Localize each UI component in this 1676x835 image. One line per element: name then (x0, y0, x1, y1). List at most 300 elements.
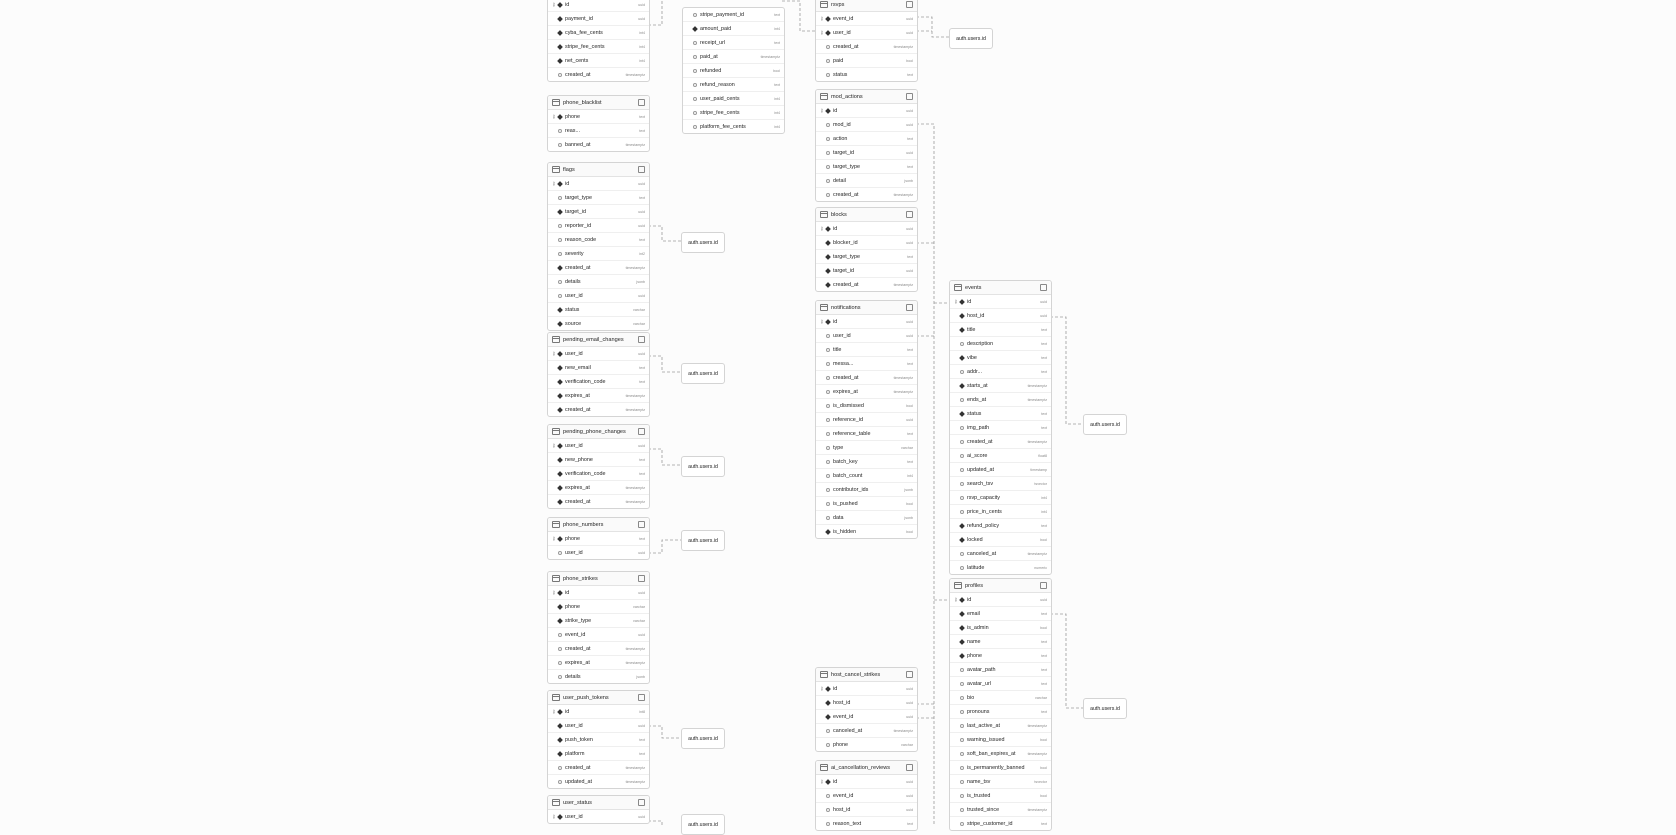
column-row[interactable] (548, 642, 649, 656)
column-type: uuid (906, 333, 913, 338)
column-row[interactable] (548, 233, 649, 247)
column-row[interactable] (683, 64, 784, 78)
column-type: text (639, 379, 645, 384)
nullable-icon (826, 404, 833, 408)
column-row[interactable] (548, 467, 649, 481)
nullable-icon (826, 516, 833, 520)
column-type: int4 (639, 44, 645, 49)
column-name: reporter_id (565, 222, 592, 229)
column-name: expires_at (565, 659, 590, 666)
column-row[interactable] (816, 469, 917, 483)
column-row[interactable] (548, 219, 649, 233)
ref-auth-users-id[interactable]: auth.users.id (681, 814, 725, 835)
column-row[interactable] (950, 491, 1051, 505)
column-row[interactable] (816, 385, 917, 399)
open-external-icon[interactable] (906, 1, 913, 8)
column-name: paid_at (700, 53, 718, 60)
column-row[interactable] (950, 607, 1051, 621)
nullable-icon (693, 55, 700, 59)
column-type: jsonb (636, 674, 645, 679)
column-type: int4 (639, 58, 645, 63)
column-type: timestamptz (625, 660, 645, 665)
column-row[interactable] (950, 505, 1051, 519)
nullable-icon (960, 342, 967, 346)
column-type: timestamptz (625, 499, 645, 504)
nullable-icon (960, 682, 967, 686)
open-external-icon[interactable] (638, 428, 645, 435)
column-row[interactable] (548, 12, 649, 26)
column-row[interactable] (950, 733, 1051, 747)
table-header[interactable] (548, 796, 649, 810)
column-type: timestamptz (893, 282, 913, 287)
column-row[interactable] (816, 441, 917, 455)
open-external-icon[interactable] (906, 671, 913, 678)
table-header[interactable] (816, 208, 917, 222)
column-name: phone (565, 603, 580, 610)
column-row[interactable] (548, 68, 649, 81)
column-row[interactable] (950, 435, 1051, 449)
column-row[interactable] (816, 250, 917, 264)
column-row[interactable] (548, 614, 649, 628)
column-row[interactable] (816, 682, 917, 696)
table-user-push-tokens[interactable] (547, 690, 650, 789)
key-icon: ⚷ (954, 298, 958, 305)
column-row[interactable] (683, 106, 784, 120)
column-type: uuid (638, 550, 645, 555)
column-type: tsvector (1034, 779, 1047, 784)
column-row[interactable] (950, 593, 1051, 607)
column-row[interactable] (950, 719, 1051, 733)
column-row[interactable] (816, 236, 917, 250)
column-row[interactable] (816, 54, 917, 68)
column-row[interactable] (816, 775, 917, 789)
column-type: int4 (1041, 509, 1047, 514)
column-row[interactable] (950, 379, 1051, 393)
column-row[interactable] (548, 303, 649, 317)
table-events[interactable] (949, 280, 1052, 575)
table-pending-phone-changes[interactable] (547, 424, 650, 509)
non-nullable-icon (960, 300, 967, 304)
open-external-icon[interactable] (638, 521, 645, 528)
column-row[interactable] (816, 174, 917, 188)
column-type: text (907, 72, 913, 77)
column-row[interactable] (548, 375, 649, 389)
column-row[interactable] (816, 132, 917, 146)
nullable-icon (960, 510, 967, 514)
table-icon (820, 211, 828, 218)
column-row[interactable] (548, 110, 649, 124)
open-external-icon[interactable] (638, 166, 645, 173)
nullable-icon (826, 446, 833, 450)
open-external-icon[interactable] (638, 694, 645, 701)
column-row[interactable] (816, 483, 917, 497)
column-type: bool (1040, 537, 1047, 542)
column-row[interactable] (950, 691, 1051, 705)
column-row[interactable] (683, 36, 784, 50)
open-external-icon[interactable] (638, 575, 645, 582)
column-row[interactable] (816, 696, 917, 710)
table-header[interactable] (548, 96, 649, 110)
column-name: host_id (833, 699, 851, 706)
column-name: pronouns (967, 708, 990, 715)
table-header[interactable] (816, 761, 917, 775)
column-row[interactable] (548, 247, 649, 261)
column-row[interactable] (816, 817, 917, 830)
table-header[interactable] (950, 579, 1051, 593)
column-row[interactable] (950, 463, 1051, 477)
column-row[interactable] (816, 12, 917, 26)
column-row[interactable] (950, 295, 1051, 309)
column-row[interactable] (548, 747, 649, 761)
nullable-icon (826, 488, 833, 492)
column-row[interactable] (816, 222, 917, 236)
non-nullable-icon (558, 352, 565, 356)
column-row[interactable] (683, 120, 784, 133)
column-name: reference_id (833, 416, 863, 423)
column-name: avatar_url (967, 680, 991, 687)
table-header[interactable] (548, 425, 649, 439)
column-type: timestamptz (893, 389, 913, 394)
column-name: blocker_id (833, 239, 858, 246)
table-header[interactable] (548, 518, 649, 532)
table-notifications[interactable] (815, 300, 918, 539)
table-blocks[interactable] (815, 207, 918, 292)
nullable-icon (558, 196, 565, 200)
column-name: id (833, 225, 838, 232)
column-name: reason_text (833, 820, 862, 827)
column-row[interactable] (548, 546, 649, 559)
table-header[interactable] (816, 90, 917, 104)
column-row[interactable] (950, 323, 1051, 337)
column-row[interactable] (816, 497, 917, 511)
column-row[interactable] (548, 124, 649, 138)
column-type: int4 (907, 473, 913, 478)
column-row[interactable] (816, 329, 917, 343)
column-row[interactable] (548, 261, 649, 275)
column-row[interactable] (548, 205, 649, 219)
column-row[interactable] (548, 403, 649, 416)
column-name: new_email (565, 364, 591, 371)
column-row[interactable] (548, 656, 649, 670)
column-row[interactable] (548, 389, 649, 403)
table-name: host_cancel_strikes (831, 671, 881, 678)
column-row[interactable] (816, 343, 917, 357)
column-row[interactable] (548, 600, 649, 614)
column-row[interactable] (950, 407, 1051, 421)
column-type: uuid (906, 240, 913, 245)
column-row[interactable] (950, 663, 1051, 677)
ref-auth-users-id[interactable]: auth.users.id (681, 232, 725, 253)
table-host-cancel-strikes[interactable] (815, 667, 918, 752)
ref-auth-users-id[interactable]: auth.users.id (681, 363, 725, 384)
table-pending-email-changes[interactable] (547, 332, 650, 417)
column-row[interactable] (950, 649, 1051, 663)
column-row[interactable] (950, 421, 1051, 435)
column-row[interactable] (950, 449, 1051, 463)
non-nullable-icon (558, 486, 565, 490)
column-row[interactable] (950, 561, 1051, 574)
column-row[interactable] (683, 92, 784, 106)
column-name: bio (967, 694, 975, 701)
ref-auth-users-id[interactable]: auth.users.id (681, 456, 725, 477)
ref-auth-users-id[interactable]: auth.users.id (1083, 698, 1127, 719)
open-external-icon[interactable] (1040, 284, 1047, 291)
table-flags[interactable] (547, 162, 650, 331)
non-nullable-icon (960, 654, 967, 658)
nullable-icon (826, 334, 833, 338)
column-row[interactable] (950, 803, 1051, 817)
column-row[interactable] (548, 628, 649, 642)
column-row[interactable] (816, 118, 917, 132)
table-profiles[interactable] (949, 578, 1052, 831)
column-name: target_id (565, 208, 586, 215)
open-external-icon[interactable] (906, 304, 913, 311)
table-header[interactable] (548, 333, 649, 347)
open-external-icon[interactable] (638, 99, 645, 106)
non-nullable-icon (558, 3, 565, 7)
column-row[interactable] (548, 495, 649, 508)
column-type: text (774, 82, 780, 87)
column-row[interactable] (950, 519, 1051, 533)
column-row[interactable] (950, 621, 1051, 635)
column-row[interactable] (548, 191, 649, 205)
column-type: text (1041, 611, 1047, 616)
open-external-icon[interactable] (906, 211, 913, 218)
table-phone-numbers[interactable] (547, 517, 650, 560)
column-row[interactable] (816, 399, 917, 413)
table-icon (552, 694, 560, 701)
column-name: stripe_payment_id (700, 11, 745, 18)
key-icon: ⚷ (552, 813, 556, 820)
column-row[interactable] (816, 413, 917, 427)
column-row[interactable] (950, 705, 1051, 719)
column-type: uuid (906, 268, 913, 273)
column-type: timestamptz (625, 407, 645, 412)
ref-auth-users-id[interactable]: auth.users.id (681, 530, 725, 551)
column-row[interactable] (950, 775, 1051, 789)
column-row[interactable] (816, 26, 917, 40)
column-name: new_phone (565, 456, 593, 463)
column-type: bool (773, 68, 780, 73)
column-type: uuid (638, 16, 645, 21)
column-type: varchar (1035, 695, 1047, 700)
open-external-icon[interactable] (906, 764, 913, 771)
table-header[interactable] (548, 163, 649, 177)
column-row[interactable] (950, 365, 1051, 379)
column-row[interactable] (683, 50, 784, 64)
column-name: receipt_url (700, 39, 726, 46)
column-row[interactable] (548, 317, 649, 330)
table-rsvps[interactable] (815, 0, 918, 82)
column-row[interactable] (548, 275, 649, 289)
ref-auth-users-id[interactable]: auth.users.id (949, 28, 993, 49)
column-type: text (1041, 681, 1047, 686)
table-icon (552, 166, 560, 173)
non-nullable-icon (960, 640, 967, 644)
column-type: varchar (633, 604, 645, 609)
column-type: text (639, 457, 645, 462)
column-row[interactable] (548, 138, 649, 151)
column-row[interactable] (816, 104, 917, 118)
column-row[interactable] (548, 177, 649, 191)
nullable-icon (693, 83, 700, 87)
column-row[interactable] (548, 810, 649, 823)
column-row[interactable] (816, 525, 917, 538)
column-name: starts_at (967, 382, 988, 389)
column-row[interactable] (950, 547, 1051, 561)
table-icon (552, 428, 560, 435)
column-row[interactable] (548, 347, 649, 361)
relationship-edge (648, 226, 681, 241)
table-mod-actions[interactable] (815, 89, 918, 202)
column-row[interactable] (548, 0, 649, 12)
non-nullable-icon (558, 366, 565, 370)
column-row[interactable] (548, 733, 649, 747)
column-name: strike_type (565, 617, 592, 624)
column-row[interactable] (816, 68, 917, 81)
column-name: mod_id (833, 121, 851, 128)
column-row[interactable] (950, 761, 1051, 775)
column-row[interactable] (950, 635, 1051, 649)
table-header[interactable] (548, 572, 649, 586)
non-nullable-icon (826, 715, 833, 719)
nullable-icon (826, 460, 833, 464)
column-type: uuid (906, 779, 913, 784)
column-row[interactable] (683, 78, 784, 92)
open-external-icon[interactable] (1040, 582, 1047, 589)
column-row[interactable] (950, 533, 1051, 547)
column-row[interactable] (816, 371, 917, 385)
table-phone-strikes[interactable] (547, 571, 650, 684)
column-row[interactable] (950, 747, 1051, 761)
column-row[interactable] (548, 439, 649, 453)
column-type: uuid (906, 686, 913, 691)
column-row[interactable] (950, 477, 1051, 491)
ref-auth-users-id[interactable]: auth.users.id (681, 728, 725, 749)
column-row[interactable] (548, 705, 649, 719)
column-row[interactable] (950, 337, 1051, 351)
column-row[interactable] (548, 453, 649, 467)
column-type: timestamptz (1027, 383, 1047, 388)
table-header[interactable] (816, 301, 917, 315)
nullable-icon (826, 418, 833, 422)
column-type: bool (906, 501, 913, 506)
key-icon: ⚷ (820, 29, 824, 36)
non-nullable-icon (558, 210, 565, 214)
column-type: uuid (906, 122, 913, 127)
column-row[interactable] (548, 775, 649, 788)
column-row[interactable] (548, 761, 649, 775)
column-name: refund_reason (700, 81, 735, 88)
column-row[interactable] (816, 315, 917, 329)
column-row[interactable] (816, 803, 917, 817)
column-name: expires_at (565, 392, 590, 399)
column-row[interactable] (816, 264, 917, 278)
column-type: timestamptz (893, 375, 913, 380)
column-name: trusted_since (967, 806, 1000, 813)
nullable-icon (558, 129, 565, 133)
column-row[interactable] (816, 278, 917, 291)
nullable-icon (558, 661, 565, 665)
table-user-status[interactable] (547, 795, 650, 824)
column-row[interactable] (816, 427, 917, 441)
column-row[interactable] (548, 40, 649, 54)
column-row[interactable] (816, 160, 917, 174)
column-type: uuid (906, 417, 913, 422)
column-name: is_trusted (967, 792, 991, 799)
open-external-icon[interactable] (906, 93, 913, 100)
column-row[interactable] (950, 677, 1051, 691)
column-row[interactable] (950, 393, 1051, 407)
column-row[interactable] (548, 289, 649, 303)
nullable-icon (960, 426, 967, 430)
non-nullable-icon (558, 182, 565, 186)
column-row[interactable] (548, 361, 649, 375)
table-phone-blacklist[interactable] (547, 95, 650, 152)
column-name: description (967, 340, 994, 347)
table-header[interactable] (816, 668, 917, 682)
key-icon: ⚷ (552, 535, 556, 542)
column-row[interactable] (548, 586, 649, 600)
column-row[interactable] (950, 309, 1051, 323)
open-external-icon[interactable] (638, 799, 645, 806)
open-external-icon[interactable] (638, 336, 645, 343)
column-row[interactable] (548, 26, 649, 40)
column-type: text (639, 751, 645, 756)
column-row[interactable] (683, 8, 784, 22)
ref-auth-users-id[interactable]: auth.users.id (1083, 414, 1127, 435)
non-nullable-icon (558, 266, 565, 270)
non-nullable-icon (558, 380, 565, 384)
table-ai-cancellation-reviews[interactable] (815, 760, 918, 831)
column-row[interactable] (816, 357, 917, 371)
column-name: event_id (833, 15, 854, 22)
column-row[interactable] (683, 22, 784, 36)
column-row[interactable] (950, 351, 1051, 365)
table-payments-partial[interactable] (682, 7, 785, 134)
column-row[interactable] (816, 789, 917, 803)
column-row[interactable] (950, 789, 1051, 803)
column-row[interactable] (816, 511, 917, 525)
column-name: canceled_at (967, 550, 997, 557)
column-row[interactable] (950, 817, 1051, 830)
column-row[interactable] (548, 54, 649, 68)
column-type: text (639, 237, 645, 242)
column-name: verification_code (565, 378, 606, 385)
column-name: user_id (833, 332, 851, 339)
column-row[interactable] (548, 719, 649, 733)
column-row[interactable] (816, 455, 917, 469)
column-row[interactable] (548, 532, 649, 546)
column-row[interactable] (816, 188, 917, 201)
column-name: id (967, 298, 972, 305)
column-type: text (907, 164, 913, 169)
table-payouts-partial[interactable] (547, 0, 650, 82)
table-header[interactable] (816, 0, 917, 12)
column-row[interactable] (816, 40, 917, 54)
column-type: bool (1040, 793, 1047, 798)
table-header[interactable] (950, 281, 1051, 295)
table-header[interactable] (548, 691, 649, 705)
nullable-icon (693, 97, 700, 101)
column-name: phone (565, 113, 580, 120)
column-row[interactable] (816, 724, 917, 738)
column-row[interactable] (816, 146, 917, 160)
column-row[interactable] (548, 481, 649, 495)
column-row[interactable] (548, 670, 649, 683)
column-row[interactable] (816, 738, 917, 751)
column-row[interactable] (816, 710, 917, 724)
